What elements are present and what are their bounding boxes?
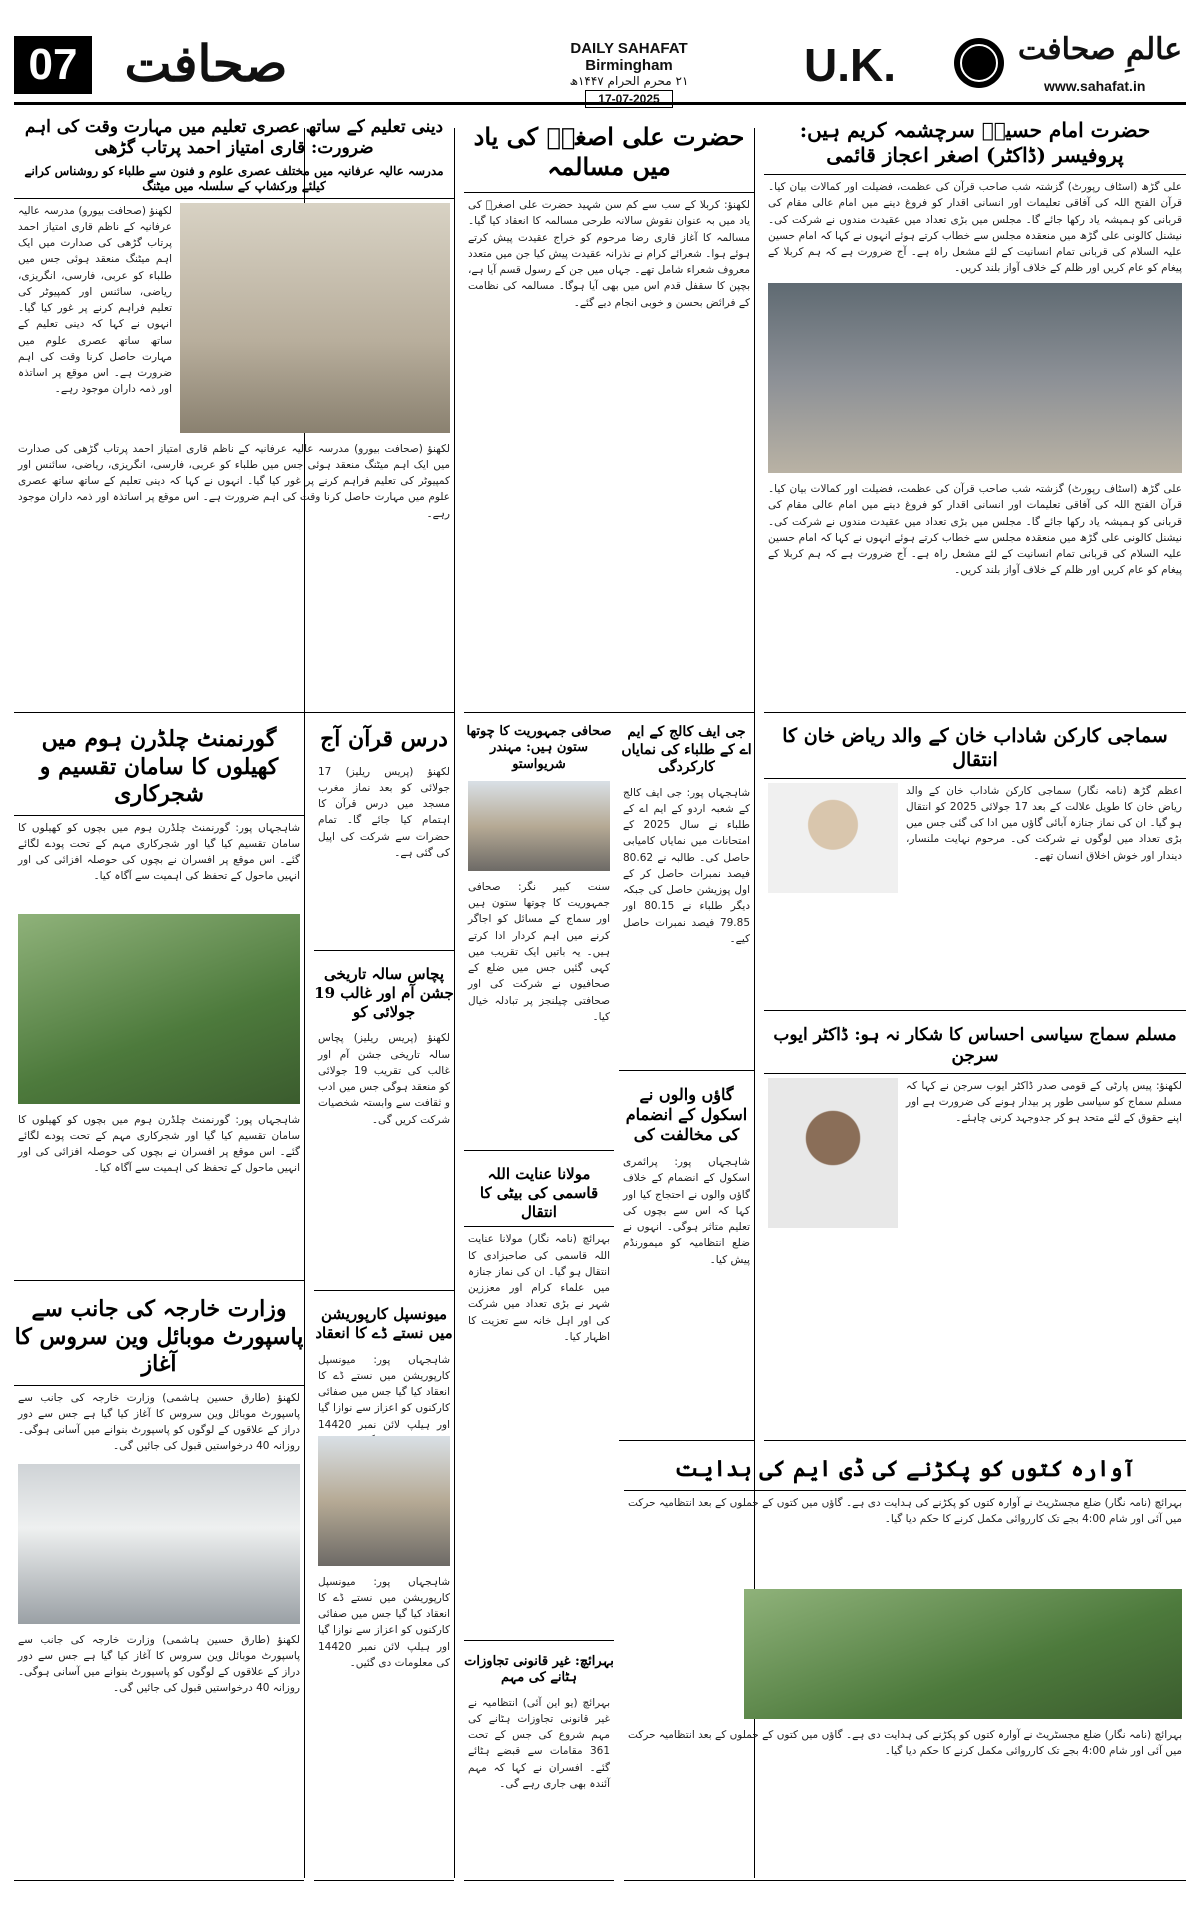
article-body: لکھنؤ (صحافت بیورو) مدرسہ عالیہ عرفانیہ کے ناظم قاری امتیاز احمد پرتاب گڑھی کی صدارت میں ایک اہم میٹنگ منعقد ہوئی جس میں طلباء کو عربی، فارسی، انگریزی، ریاضی، سائنس اور کمپیوٹر کی تعلیم فراہم کرنے پر غور کیا گیا۔ انہوں نے کہا کہ دینی تعلیم کے ساتھ ساتھ عصری علوم میں مہارت حاصل کرنا وقت کی اہم ضرورت ہے۔ اس موقع پر اساتذہ اور ذمہ داران موجود رہے۔ (18, 442, 450, 520)
article (464, 1160, 614, 1641)
article-headline: آوارہ کتوں کو پکڑنے کی ڈی ایم کی ہدایت (624, 1450, 1186, 1491)
article-headline: پچاس سالہ تاریخی جشن آم اور غالب 19 جولائی کو (314, 965, 454, 1021)
page-number: 07 (14, 36, 92, 94)
newspaper-page (14, 30, 1186, 1890)
article-body: سنت کبیر نگر: صحافی جمہوریت کا چوتھا ستون ہیں اور سماج کے مسائل کو اجاگر کرنے میں اہم کردار ادا کرتے ہیں۔ یہ باتیں ایک تقریب میں کہی گئیں جس میں ضلع کے صحافیوں نے شرکت کی اور صحافتی چیلنجز پر تبادلہ خیال کیا۔ (468, 880, 610, 1023)
issue-date: 17-07-2025 (585, 90, 672, 108)
article-body: علی گڑھ (اسٹاف رپورٹ) گزشتہ شب صاحب قرآن کی عظمت، فضیلت اور کمالات بیان کیا۔ قرآن الفتح اللہ کی آفاقی تعلیمات اور انسانی اقدار کو فروغ دینے میں امام عالی مقام کی قربانی کو ہمیشہ یاد رکھا جائے گا۔ مجلس میں بڑی تعداد میں عقیدت مندوں نے شرکت کی۔ نیشنل کالونی علی گڑھ میں منعقدہ مجلس سے خطاب کرتے ہوئے انہوں نے کہا کہ امام حسین علیہ السلام کی قربانی تمام انسانیت کے لئے مشعل راہ ہے۔ آج ضرورت ہے کہ ہم کربلا کے پیغام کو عام کریں اور ظلم کے خلاف آواز بلند کریں۔ (768, 181, 1182, 275)
article (314, 960, 454, 1291)
hijri-date: ۲۱ محرم الحرام ۱۴۴۷ھ (569, 74, 689, 88)
article-body: لکھنؤ: کربلا کے سب سے کم سن شہید حضرت علی اصغرؑ کی یاد میں بہ عنوان نقوش سالانہ طرحی مسالمہ کا انعقاد کیا گیا۔ مسالمہ کا آغاز قاری رضا مرحوم کو خراج عقیدت پیش کرتے ہوئے ہوا۔ شعرائے کرام نے نذرانہ عقیدت پیش کیا جن میں متعدد معروف شعراء شامل تھے۔ جہاں میں جن کے رسول قسم آیا ہے، بچپن کا سقفل قدم اس میں بھی آیا ہوگا۔ مسالمہ کی نظامت کے فرائض بحسن و خوبی انجام دیے گئے۔ (468, 199, 750, 309)
article-body: شاہجہاں پور: میونسپل کارپوریشن میں نستے ڈے کا انعقاد کیا گیا جس میں صفائی کارکنوں کو اعزاز سے نوازا گیا اور ہیلپ لائن نمبر 14420 کی معلومات دی گئیں۔ (318, 1575, 450, 1669)
article-headline: مولانا عنایت اللہ قاسمی کی بیٹی کا انتقال (464, 1160, 614, 1227)
masthead (14, 30, 1186, 105)
center-logo (529, 40, 729, 108)
article (314, 1300, 454, 1881)
article (314, 720, 454, 951)
article (764, 1020, 1186, 1441)
brand-logo: صحافت (124, 34, 288, 93)
article (464, 112, 754, 713)
article-body: بہرائچ (نامہ نگار) ضلع مجسٹریٹ نے آوارہ کتوں کو پکڑنے کی ہدایت دی ہے۔ گاؤں میں کتوں کے حملوں کے بعد انتظامیہ حرکت میں آئی اور شام 4:00 بجے تک کارروائی مکمل کرنے کا حکم دیا گیا۔ (628, 1496, 1182, 1525)
secondary-brand-logo: عالمِ صحافت (1017, 32, 1183, 67)
article-headline: گاؤں والوں نے اسکول کے انضمام کی مخالفت کی (625, 1085, 748, 1144)
article-body: لکھنؤ (صحافت بیورو) مدرسہ عالیہ عرفانیہ کے ناظم قاری امتیاز احمد پرتاب گڑھی کی صدارت میں ایک اہم میٹنگ منعقد ہوئی جس میں طلباء کو عربی، فارسی، انگریزی، ریاضی، سائنس اور کمپیوٹر کی تعلیم فراہم کرنے پر غور کیا گیا۔ انہوں نے کہا کہ دینی تعلیم کے ساتھ ساتھ عصری علوم میں مہارت حاصل کرنا وقت کی اہم ضرورت ہے۔ اس موقع پر اساتذہ اور ذمہ داران موجود رہے۔ (18, 204, 172, 396)
article-headline: بہرائچ: غیر قانونی تجاوزات ہٹانے کی مہم (464, 1654, 614, 1686)
article-photo (18, 1464, 300, 1624)
article-headline: حضرت امام حسینؑ سرچشمہ کریم ہیں: پروفیسر (ڈاکٹر) اصغر اعجاز قائمی (764, 112, 1186, 175)
article-body: شاہجہاں پور: گورنمنٹ چلڈرن ہوم میں بچوں کو کھیلوں کا سامان تقسیم کیا گیا اور شجرکاری مہم کے تحت پودے لگائے گئے۔ اس موقع پر افسران نے بچوں کی حوصلہ افزائی کی اور انہیں ماحول کے تحفظ کی اہمیت سے آگاہ کیا۔ (18, 1113, 300, 1175)
center-brand: DAILY SAHAFAT Birmingham (570, 40, 688, 74)
website-url[interactable]: www.sahafat.in (1044, 78, 1146, 94)
article (619, 720, 754, 1071)
article-body: بہرائچ (نامہ نگار) مولانا عنایت اللہ قاسمی کی صاحبزادی کا انتقال ہو گیا۔ ان کی نماز جنازہ میں علماء کرام اور معززین شہر نے بڑی تعداد میں شرکت کی اور اہل خانہ سے تعزیت کا اظہار کیا۔ (468, 1233, 610, 1343)
article-headline: میونسپل کارپوریشن میں نستے ڈے کا انعقاد (315, 1305, 453, 1342)
article-headline: جی ایف کالج کے ایم اے کے طلباء کی نمایاں کارکردگی (621, 724, 752, 775)
article-body: شاہجہاں پور: جی ایف کالج کے شعبہ اردو کے ایم اے کے طلباء نے سال 2025 کے امتحانات میں نمایاں کامیابی حاصل کی۔ طالبہ نے 80.62 فیصد نمبرات حاصل کر کے اول پوزیشن حاصل کی جبکہ دیگر طلباء نے 80.15 اور 79.85 فیصد نمبرات حاصل کیے۔ (623, 786, 750, 945)
article-headline: وزارت خارجہ کی جانب سے پاسپورٹ موبائل وین سروس کا آغاز (14, 1290, 304, 1386)
article-body: لکھنؤ (پریس ریلیز) پچاس سالہ تاریخی جشن آم اور غالب کی تقریب 19 جولائی کو منعقد ہوگی جس میں ادب و ثقافت سے وابستہ شخصیات شرکت کریں گی۔ (318, 1032, 450, 1126)
article-body: لکھنؤ: پیس پارٹی کے قومی صدر ڈاکٹر ایوب سرجن نے کہا کہ مسلم سماج کو سیاسی طور پر بیدار ہونے کی ضرورت ہے اور اپنے حقوق کے لئے متحد ہو کر جدوجہد کرنی چاہئے۔ (906, 1079, 1182, 1125)
portrait-photo (768, 1078, 898, 1228)
article (14, 720, 304, 1281)
article-body: شاہجہاں پور: گورنمنٹ چلڈرن ہوم میں بچوں کو کھیلوں کا سامان تقسیم کیا گیا اور شجرکاری مہم کے تحت پودے لگائے گئے۔ اس موقع پر افسران نے بچوں کی حوصلہ افزائی کی اور انہیں ماحول کے تحفظ کی اہمیت سے آگاہ کیا۔ (18, 821, 300, 883)
article-headline: صحافی جمہوریت کا چوتھا ستون ہیں: مہندر شریواستو (466, 724, 612, 772)
article-body: شاہجہاں پور: پرائمری اسکول کے انضمام کے خلاف گاؤں والوں نے احتجاج کیا اور کہا کہ اس سے بچوں کی تعلیم متاثر ہوگی۔ انہوں نے ضلع انتظامیہ کو میمورنڈم پیش کیا۔ (623, 1156, 750, 1266)
article-subheadline: مدرسہ عالیہ عرفانیہ میں مختلف عصری علوم و فنون سے طلباء کو روشناس کرانے کیلئے ورکشاپ کے سلسلہ میں میٹنگ (14, 162, 454, 199)
article-body: علی گڑھ (اسٹاف رپورٹ) گزشتہ شب صاحب قرآن کی عظمت، فضیلت اور کمالات بیان کیا۔ قرآن الفتح اللہ کی آفاقی تعلیمات اور انسانی اقدار کو فروغ دینے میں امام عالی مقام کی قربانی کو ہمیشہ یاد رکھا جائے گا۔ مجلس میں بڑی تعداد میں عقیدت مندوں نے شرکت کی۔ نیشنل کالونی علی گڑھ میں منعقدہ مجلس سے خطاب کرتے ہوئے انہوں نے کہا کہ امام حسین علیہ السلام کی قربانی تمام انسانیت کے لئے مشعل راہ ہے۔ آج ضرورت ہے کہ ہم کربلا کے پیغام کو عام کریں اور ظلم کے خلاف آواز بلند کریں۔ (768, 483, 1182, 577)
article-body: شاہجہاں پور: میونسپل کارپوریشن میں نستے ڈے کا انعقاد کیا گیا جس میں صفائی کارکنوں کو اعزاز سے نوازا گیا اور ہیلپ لائن نمبر 14420 (318, 1353, 450, 1431)
article-photo (18, 914, 300, 1104)
article (464, 720, 614, 1151)
article-headline: حضرت علی اصغرؑ کی یاد میں مسالمہ (464, 112, 754, 193)
article-photo (468, 781, 610, 871)
portrait-photo (768, 783, 898, 893)
article (619, 1080, 754, 1441)
article (764, 720, 1186, 1011)
column-divider (454, 128, 455, 1878)
article-body: بہرائچ (یو این آئی) انتظامیہ نے غیر قانونی تجاوزات ہٹانے کی مہم شروع کی جس کے تحت 361 مقامات سے قبضے ہٹائے گئے۔ افسران نے کہا کہ مہم آئندہ بھی جاری رہے گی۔ (468, 1696, 610, 1790)
article-body: اعظم گڑھ (نامہ نگار) سماجی کارکن شاداب خان کے والد ریاض خان کا طویل علالت کے بعد 17 جولائی 2025 کو انتقال ہو گیا۔ ان کی نماز جنازہ آبائی گاؤں میں ادا کی گئی جس میں بڑی تعداد میں لوگوں نے شرکت کی۔ مرحوم نہایت ملنسار، دیندار اور خوش اخلاق انسان تھے۔ (906, 784, 1182, 862)
article-headline: مسلم سماج سیاسی احساس کا شکار نہ ہو: ڈاکٹر ایوب سرجن (764, 1020, 1186, 1074)
article-photo (744, 1589, 1182, 1719)
article-photo (318, 1436, 450, 1566)
article (464, 1650, 614, 1881)
article-headline: دینی تعلیم کے ساتھ عصری تعلیم میں مہارت وقت کی اہم ضرورت: قاری امتیاز احمد پرتاب گڑھی (24, 117, 444, 159)
article-headline: درس قرآن آج (320, 726, 448, 752)
article-photo (180, 203, 450, 433)
article-headline: سماجی کارکن شاداب خان کے والد ریاض خان کا انتقال (764, 720, 1186, 779)
globe-icon (954, 38, 1004, 88)
article-body: بہرائچ (نامہ نگار) ضلع مجسٹریٹ نے آوارہ کتوں کو پکڑنے کی ہدایت دی ہے۔ گاؤں میں کتوں کے حملوں کے بعد انتظامیہ حرکت میں آئی اور شام 4:00 بجے تک کارروائی مکمل کرنے کا حکم دیا گیا۔ (628, 1728, 1182, 1757)
article (14, 1290, 304, 1881)
article (14, 112, 454, 713)
article-photo (768, 283, 1182, 473)
region-label: U.K. (804, 39, 896, 91)
article-body: لکھنؤ (طارق حسین ہاشمی) وزارت خارجہ کی جانب سے پاسپورٹ موبائل وین سروس کا آغاز کیا گیا ہے جس سے دور دراز کے علاقوں کے لوگوں کو پاسپورٹ بنوانے میں آسانی ہوگی۔ روزانہ 40 درخواستیں قبول کی جائیں گی۔ (18, 1633, 300, 1695)
article (624, 1450, 1186, 1881)
article (764, 112, 1186, 713)
article-body: لکھنؤ (پریس ریلیز) 17 جولائی کو بعد نماز مغرب مسجد میں درس قرآن کا اہتمام کیا جائے گا۔ تمام حضرات سے شرکت کی اپیل کی گئی ہے۔ (318, 765, 450, 859)
article-headline: گورنمنٹ چلڈرن ہوم میں کھیلوں کا سامان تقسیم و شجرکاری (14, 720, 304, 816)
article-body: لکھنؤ (طارق حسین ہاشمی) وزارت خارجہ کی جانب سے پاسپورٹ موبائل وین سروس کا آغاز کیا گیا ہے جس سے دور دراز کے علاقوں کے لوگوں کو پاسپورٹ بنوانے میں آسانی ہوگی۔ روزانہ 40 درخواستیں قبول کی جائیں گی۔ (18, 1391, 300, 1453)
